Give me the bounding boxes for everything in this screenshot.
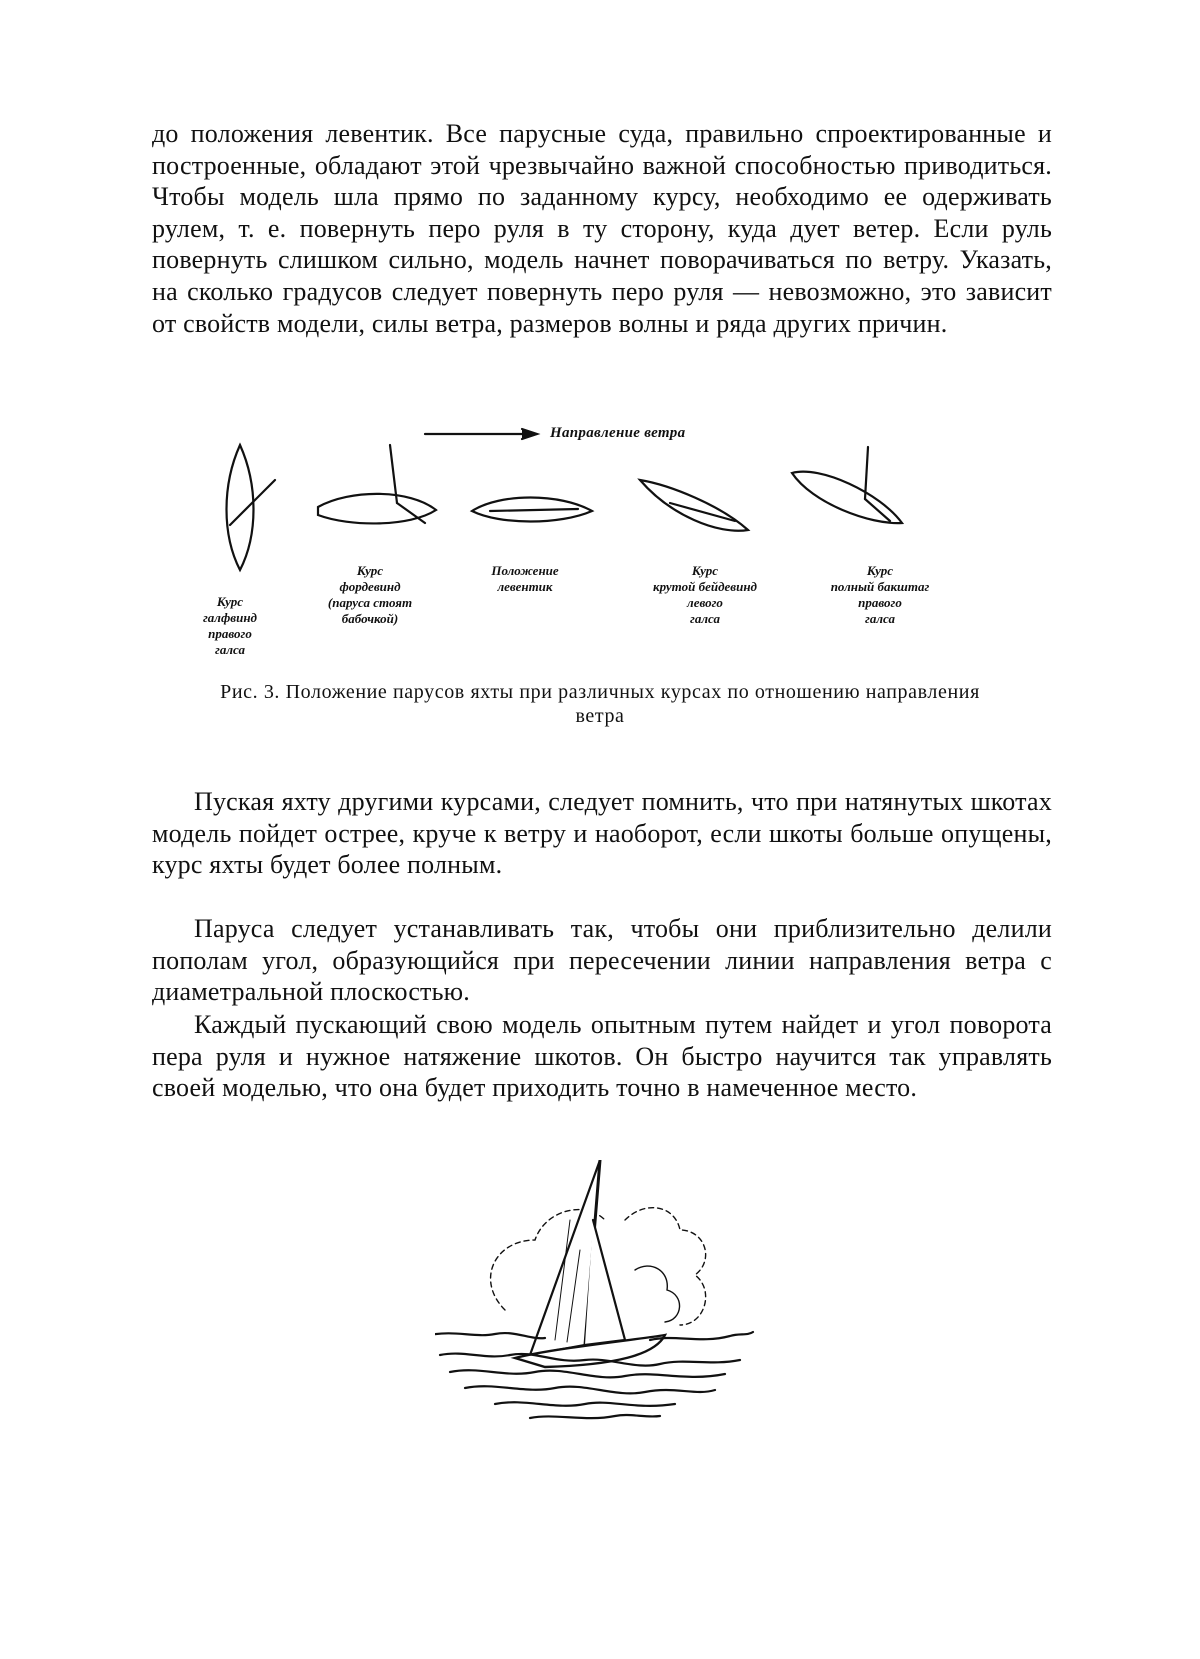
paragraph: Пуская яхту другими курсами, следует помнить, что при натянутых шкотах модель пойдет острее, круче к ветру и наоборот, если шкоты больше опущены, курс яхты будет более полным.	[152, 787, 1052, 880]
figure-sail-positions	[200, 425, 1000, 675]
boat-label-run: Курс фордевинд (паруса стоят бабочкой)	[327, 563, 413, 626]
boat-head-to-wind-icon	[472, 498, 592, 522]
boat-label-head-to-wind: Положение левентик	[491, 563, 559, 594]
paragraph: Каждый пускающий свою модель опытным путем найдет и угол поворота пера руля и нужное натяжение шкотов. Он быстро научится так управлять своей моделью, что она будет приходить точно в намеченное место.	[152, 1010, 1052, 1103]
sailboat-vignette-illustration	[435, 1160, 755, 1430]
wind-direction-label: Направление ветра	[550, 425, 686, 441]
boat-broad-reach-icon	[792, 447, 902, 523]
boat-beam-reach-icon	[227, 445, 276, 570]
boat-label-beam-reach: Курс галфвинд правого галса	[203, 594, 257, 657]
wind-arrow-icon	[425, 429, 537, 439]
boat-label-broad-reach: Курс полный бакштаг правого галса	[830, 563, 930, 626]
paragraph: Паруса следует устанавливать так, чтобы они приблизительно делили пополам угол, образующийся при пересечении линии направления ветра с диаметральной плоскостью.	[152, 914, 1052, 1007]
boat-close-hauled-icon	[640, 480, 748, 531]
sailboat-vignette-icon	[435, 1160, 755, 1430]
boat-run-icon	[318, 445, 436, 523]
paragraph-continued: до положения левентик. Все парусные суда, правильно спроектированные и построенные, обладают этой чрезвычайно важной способностью приводиться. Чтобы модель шла прямо по заданному курсу, необходимо ее одерживать рулем, т. е. повернуть перо руля в ту сторону, куда дует ветер. Если руль повернуть слишком сильно, модель начнет поворачиваться по ветру. Указать, на сколько градусов следует повернуть перо руля — невозможно, это зависит от свойств модели, силы ветра, размеров волны и ряда других причин.	[152, 119, 1052, 338]
boat-label-close-hauled: Курс крутой бейдевинд левого галса	[652, 563, 758, 626]
figure-drawing	[200, 425, 1000, 675]
figure-caption: Рис. 3. Положение парусов яхты при различных курсах по отношению направления ветра	[220, 681, 980, 727]
